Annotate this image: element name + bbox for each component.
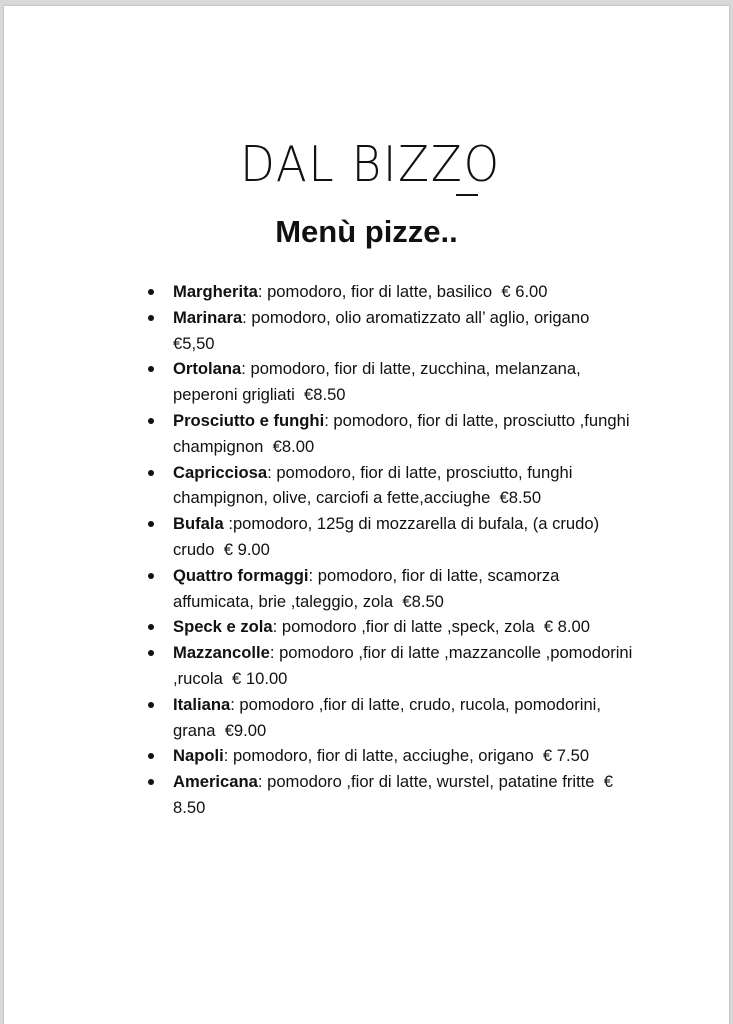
bullet-icon xyxy=(148,753,154,759)
pizza-name: Americana xyxy=(173,772,258,792)
bullet-icon xyxy=(148,289,154,295)
list-item xyxy=(173,640,643,692)
pizza-price: € 8.50 xyxy=(173,772,613,817)
bullet-icon xyxy=(148,624,154,630)
list-item xyxy=(173,279,643,305)
pizza-price: € 7.50 xyxy=(542,746,590,766)
pizza-description: pomodoro, fior di latte, basilico xyxy=(267,282,493,301)
restaurant-logo: DAL BIZZO xyxy=(240,136,501,193)
separator: : xyxy=(269,643,280,663)
list-item xyxy=(173,769,643,821)
separator: : xyxy=(308,565,318,585)
bullet-icon xyxy=(148,470,154,476)
list-item xyxy=(173,511,643,563)
pizza-description: pomodoro, 125g di mozzarella di bufala, (a crudo) crudo xyxy=(173,514,600,559)
pizza-description: pomodoro ,fior di latte ,mazzancolle ,pomodorini ,rucola xyxy=(173,643,633,688)
pizza-name: Napoli xyxy=(173,746,224,766)
separator: : xyxy=(257,772,268,792)
pizza-name: Prosciutto e funghi xyxy=(173,410,325,430)
pizza-name: Mazzancolle xyxy=(173,643,270,663)
logo-underline xyxy=(456,194,478,196)
separator: : xyxy=(257,282,268,301)
list-item xyxy=(173,460,643,512)
page-title: Menù pizze.. xyxy=(275,214,458,249)
pizza-price: €8.50 xyxy=(304,385,346,405)
pizza-price: € 10.00 xyxy=(232,668,288,688)
separator: : xyxy=(223,514,233,534)
pizza-description: pomodoro ,fior di latte, wurstel, patatine fritte xyxy=(267,772,595,792)
pizza-price: €5,50 xyxy=(173,333,215,353)
pizza-price: €8.50 xyxy=(402,591,444,611)
bullet-icon xyxy=(148,366,154,372)
pizza-name: Italiana xyxy=(173,694,231,714)
bullet-icon xyxy=(148,418,154,424)
bullet-icon xyxy=(148,573,154,579)
bullet-icon xyxy=(148,315,154,321)
separator: : xyxy=(241,359,251,379)
separator: : xyxy=(230,694,240,714)
pizza-price: € 9.00 xyxy=(223,539,270,559)
pizza-name: Capricciosa xyxy=(173,462,268,482)
pizza-name: Margherita xyxy=(173,282,258,301)
menu-page xyxy=(4,6,729,1024)
pizza-description: pomodoro, olio aromatizzato all’ aglio, origano xyxy=(251,307,590,327)
list-item xyxy=(173,408,643,460)
separator: : xyxy=(223,746,233,766)
list-item xyxy=(173,356,643,408)
pizza-description: pomodoro, fior di latte, prosciutto ,funghi champignon xyxy=(173,410,630,456)
list-item xyxy=(173,743,643,769)
pizza-name: Bufala xyxy=(173,514,224,534)
pizza-list xyxy=(173,279,643,821)
list-item xyxy=(173,305,643,357)
pizza-price: € 8.00 xyxy=(543,617,590,637)
pizza-description: pomodoro, fior di latte, scamorza affumicata, brie ,taleggio, zola xyxy=(173,565,560,611)
pizza-description: pomodoro, fior di latte, prosciutto, funghi champignon, olive, carciofi a fette,acciughe xyxy=(173,462,573,508)
pizza-name: Quattro formaggi xyxy=(173,565,309,585)
list-item xyxy=(173,614,643,640)
pizza-name: Speck e zola xyxy=(173,617,273,637)
pizza-price: €8.50 xyxy=(499,488,542,508)
bullet-icon xyxy=(148,702,154,708)
bullet-icon xyxy=(148,521,154,527)
pizza-description: pomodoro, fior di latte, acciughe, origano xyxy=(232,746,534,766)
list-item xyxy=(173,692,643,744)
bullet-icon xyxy=(148,650,154,656)
separator: : xyxy=(242,307,252,327)
pizza-name: Marinara xyxy=(173,307,243,327)
pizza-price: €8.00 xyxy=(272,436,315,456)
pizza-price: €9.00 xyxy=(224,720,267,740)
separator: : xyxy=(267,462,277,482)
pizza-description: pomodoro ,fior di latte ,speck, zola xyxy=(281,617,535,637)
list-item xyxy=(173,563,643,615)
pizza-price: € 6.00 xyxy=(501,282,548,301)
pizza-description: pomodoro ,fior di latte, crudo, rucola, pomodorini, grana xyxy=(173,694,601,740)
pizza-description: pomodoro, fior di latte, zucchina, melanzana, peperoni grigliati xyxy=(173,359,581,405)
pizza-name: Ortolana xyxy=(173,359,242,379)
separator: : xyxy=(272,617,282,637)
bullet-icon xyxy=(148,779,154,785)
separator: : xyxy=(324,410,334,430)
